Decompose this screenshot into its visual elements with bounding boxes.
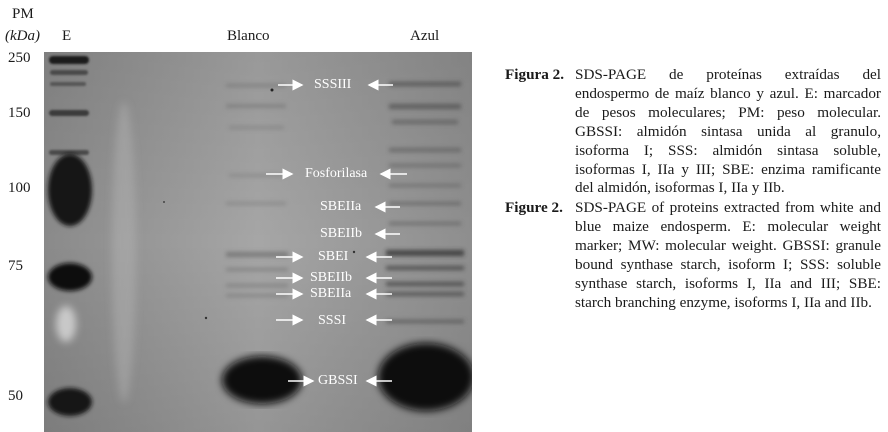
band-label-sssi: SSSI [318,313,347,328]
figure-caption [505,66,881,314]
band-label-gbssi: GBSSI [318,373,358,388]
band-label-fosforilasa: Fosforilasa [305,166,368,181]
pm-axis-label: PM [12,6,34,22]
band-label-sbei: SBEI [318,249,349,264]
kda-unit-label: (kDa) [5,28,40,44]
band-label-sbeiib-top: SBEIIb [320,226,362,241]
caption-english [505,199,881,312]
caption-spanish [505,66,881,198]
band-label-sbeiia: SBEIIa [310,286,352,301]
lane-label-blue: Azul [410,28,440,44]
caption-english-head: Figure 2. [505,199,563,217]
mw-tick-75: 75 [8,258,23,274]
caption-english-text: SDS-PAGE of proteins extracted from white and blue maize endosperm. E: molecular weight marker; MW: molecular weight. GBSSI: granule bound synthase starch, isoform I; SSS: soluble synthase starch, isoforms I, IIa and III; SBE: starch branching enzyme, isoforms I, IIa and IIb. [575,199,881,311]
caption-spanish-text: SDS-PAGE de proteínas extraídas del endospermo de maíz blanco y azul. E: marcador de pesos moleculares; PM: peso molecular. GBSSI: almidón sintasa unida al granulo, isoforma I; SSS: almidón sintasa soluble, isoformas I, IIa y III; SBE: enzima ramificante del almidón, isoformas I, IIa y IIb. [575,66,881,197]
mw-tick-150: 150 [8,105,31,121]
sds-page-gel-image [44,52,472,432]
band-label-sssiii: SSSIII [314,77,352,92]
caption-spanish-head: Figura 2. [505,66,565,83]
lane-label-white: Blanco [227,28,270,44]
mw-tick-50: 50 [8,388,23,404]
lane-label-marker: E [62,28,72,44]
band-label-sbeiia-top: SBEIIa [320,199,362,214]
band-label-sbeiib: SBEIIb [310,270,352,285]
mw-tick-250: 250 [8,50,31,66]
mw-tick-100: 100 [8,180,31,196]
